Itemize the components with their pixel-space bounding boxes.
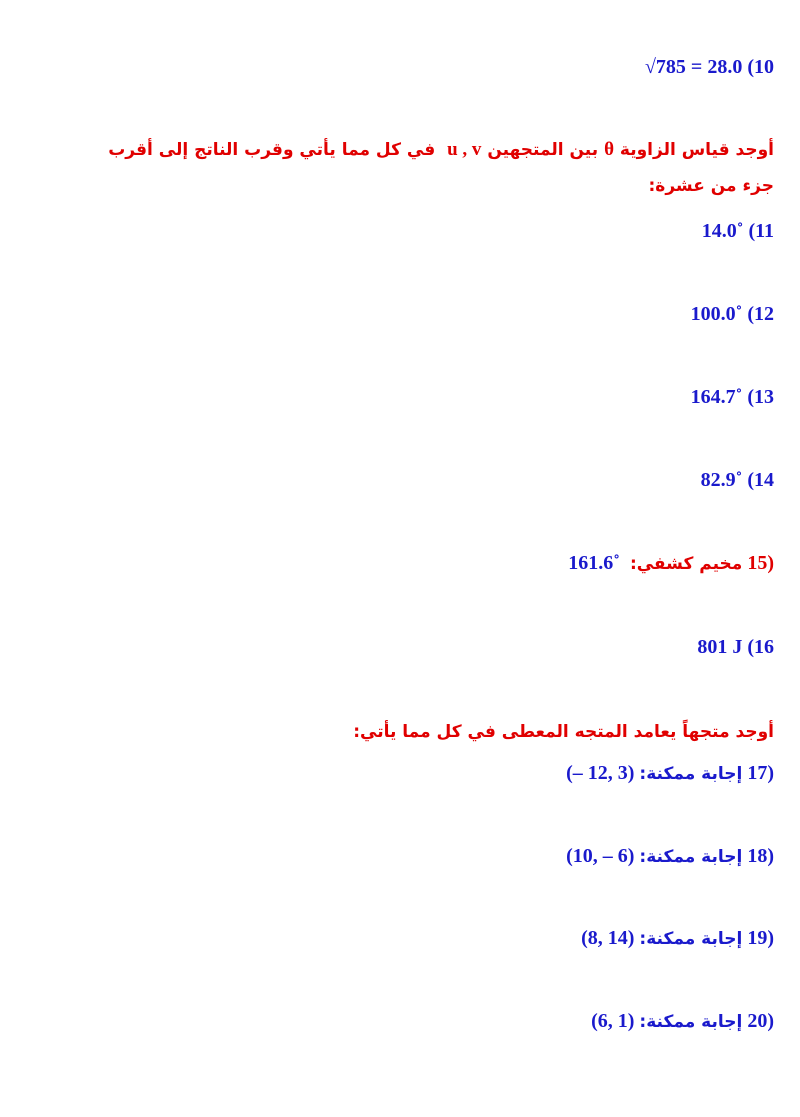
answer-11-number: (11 (748, 220, 774, 242)
heading-angle-part2: بين المتجهين (487, 140, 599, 160)
heading-perpendicular-text: أوجد متجهاً يعامد المتجه المعطى في كل مما يأتي: (353, 722, 774, 742)
answer-19-number: 19) (747, 927, 774, 949)
answer-13 (691, 384, 774, 410)
answer-16-value: 801 J (697, 636, 743, 658)
heading-angle-part3: في كل مما يأتي وقرب الناتج إلى أقرب جزء من عشرة: (108, 140, 774, 196)
answer-17 (566, 760, 774, 787)
answer-18 (566, 843, 774, 870)
theta-symbol: θ (604, 139, 614, 160)
section-heading-perpendicular (76, 714, 774, 750)
answer-14-number: (14 (747, 469, 774, 491)
answer-15-value: 161.6˚ (568, 552, 620, 574)
answer-20-label: إجابة ممكنة: (639, 1012, 743, 1032)
answer-10-expression: √785 = 28.0 (644, 56, 743, 78)
answer-10 (645, 54, 774, 80)
answer-10-number: (10 (747, 56, 774, 78)
answer-17-value: (– 12, 3) (566, 762, 635, 784)
answer-12-number: (12 (747, 303, 774, 325)
answer-15 (568, 550, 774, 577)
answer-11 (702, 218, 774, 244)
answer-19 (581, 925, 774, 952)
heading-angle-part1: أوجد قياس الزاوية (619, 140, 774, 160)
answer-17-label: إجابة ممكنة: (639, 764, 743, 784)
answer-13-number: (13 (747, 386, 774, 408)
answer-14-value: 82.9˚ (700, 469, 743, 491)
answer-17-number: 17) (747, 762, 774, 784)
answer-18-value: (10, – 6) (566, 845, 635, 867)
answer-11-value: 14.0˚ (701, 220, 744, 242)
section-heading-angle (76, 132, 774, 204)
answer-20-value: (6, 1) (591, 1010, 635, 1032)
answer-15-label: مخيم كشفي: (629, 554, 743, 574)
answer-18-label: إجابة ممكنة: (639, 847, 743, 867)
answer-12 (691, 301, 774, 327)
answer-18-number: 18) (747, 845, 774, 867)
answer-15-number: 15) (747, 552, 774, 574)
answer-19-value: (8, 14) (581, 927, 635, 949)
answer-16 (697, 634, 774, 660)
answer-14 (701, 467, 774, 493)
answer-19-label: إجابة ممكنة: (639, 929, 743, 949)
answer-20 (591, 1008, 774, 1035)
vector-names: u , v (447, 139, 482, 160)
answer-13-value: 164.7˚ (690, 386, 743, 408)
answer-20-number: 20) (747, 1010, 774, 1032)
answer-16-number: (16 (747, 636, 774, 658)
answer-12-value: 100.0˚ (690, 303, 743, 325)
